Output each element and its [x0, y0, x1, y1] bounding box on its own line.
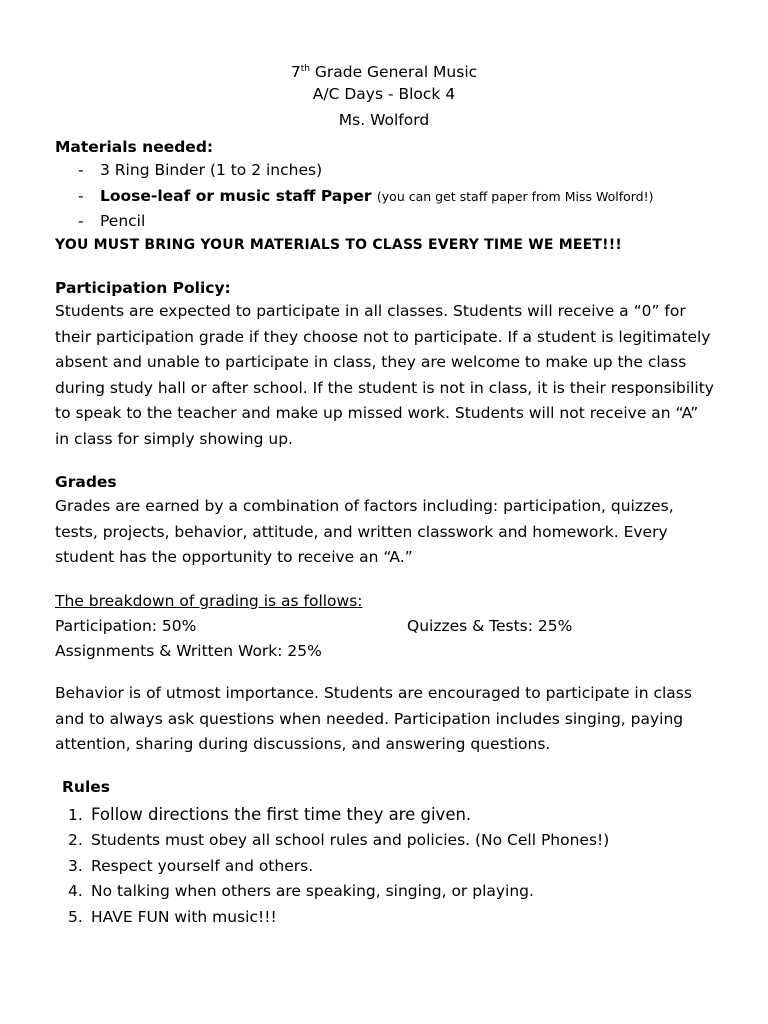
rule-number: 4.: [68, 882, 83, 900]
materials-bullet: -: [78, 161, 84, 179]
rule-item: Follow directions the first time they are given.: [91, 805, 472, 824]
materials-heading: Materials needed:: [55, 138, 214, 156]
materials-item-pencil: Pencil: [100, 212, 146, 230]
participation-heading: Participation Policy:: [55, 279, 231, 297]
rule-item: HAVE FUN with music!!!: [91, 908, 277, 926]
materials-bullet: -: [78, 212, 84, 230]
grades-body: Grades are earned by a combination of factors including: participation, quizzes, tests, projects, behavior, attitude, and written classwork and homework. Every student has the opportunity to receive an “A.”: [55, 497, 674, 566]
rule-item: Students must obey all school rules and policies. (No Cell Phones!): [91, 831, 610, 849]
rule-item: Respect yourself and others.: [91, 857, 314, 875]
breakdown-heading: The breakdown of grading is as follows:: [55, 592, 363, 610]
rules-heading: Rules: [62, 778, 111, 796]
course-days: A/C Days - Block 4: [312, 85, 456, 103]
rule-item: No talking when others are speaking, singing, or playing.: [91, 882, 534, 900]
materials-item-paper-label: Loose-leaf or music staff Paper: [100, 187, 372, 205]
grade-superscript: th: [300, 64, 310, 74]
breakdown-participation: Participation: 50%: [55, 617, 197, 635]
participation-body: Students are expected to participate in all classes. Students will receive a “0” for their participation grade if they choose not to participate. If a student is legitimately absent and unable to participate in class, they are welcome to make up the class during study hall or after school. If the student is not in class, it is their responsibility to speak to the teacher and make up missed work. Students will not receive an “A” in class for simply showing up.: [55, 302, 714, 448]
rule-number: 1.: [68, 806, 83, 824]
rule-number: 3.: [68, 857, 83, 875]
materials-warning: YOU MUST BRING YOUR MATERIALS TO CLASS EVERY TIME WE MEET!!!: [55, 237, 622, 253]
course-title: [0, 59, 768, 82]
materials-item-binder: 3 Ring Binder (1 to 2 inches): [100, 161, 323, 179]
teacher-name: Ms. Wolford: [338, 111, 430, 129]
materials-item-paper-note: (you can get staff paper from Miss Wolford!): [376, 189, 654, 204]
grades-heading: Grades: [55, 473, 117, 491]
course-title-rest: Grade General Music: [309, 63, 478, 81]
breakdown-quizzes: Quizzes & Tests: 25%: [407, 617, 573, 635]
behavior-body: Behavior is of utmost importance. Students are encouraged to participate in class and to always ask questions when needed. Participation includes singing, paying attention, sharing during discussions, and answering questions.: [55, 684, 692, 753]
grade-number: 7: [290, 63, 301, 81]
materials-bullet: -: [78, 187, 84, 205]
rule-number: 2.: [68, 831, 83, 849]
rule-number: 5.: [68, 908, 83, 926]
materials-item-paper: [100, 186, 653, 207]
breakdown-assignments: Assignments & Written Work: 25%: [55, 642, 322, 660]
